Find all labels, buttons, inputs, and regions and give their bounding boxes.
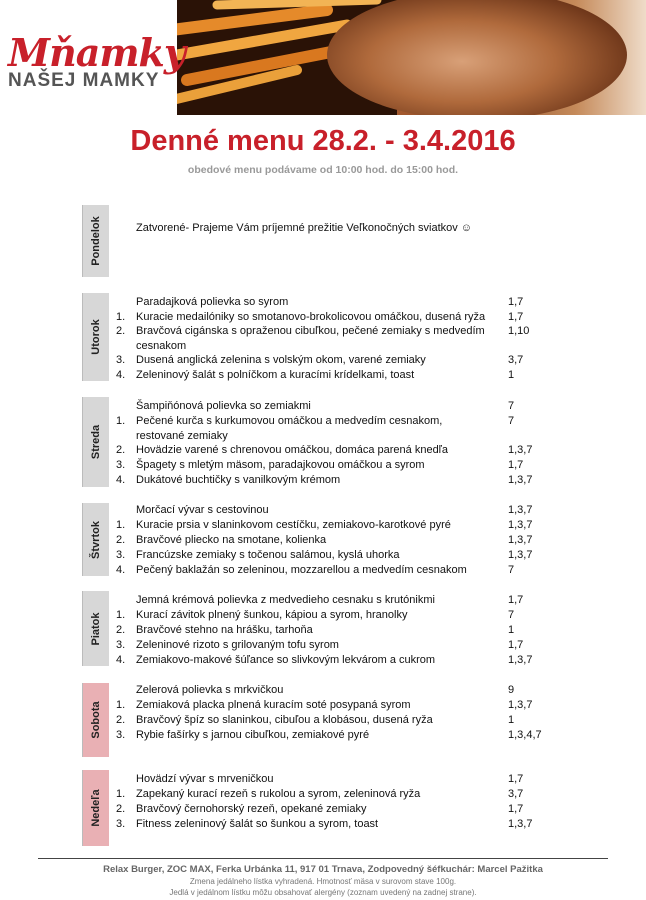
day-label: Streda <box>90 424 102 460</box>
item-number: 4. <box>116 654 126 666</box>
item-allergens: 7 <box>508 400 515 412</box>
item-number: 1. <box>116 699 126 711</box>
item-allergens: 1,7 <box>508 296 524 308</box>
item-allergens: 7 <box>508 415 515 427</box>
item-text: Kurací závitok plnený šunkou, kápiou a syrom, hranolky <box>136 609 408 621</box>
item-allergens: 1,3,7 <box>508 549 533 561</box>
item-text: Špagety s mletým mäsom, paradajkovou omáčkou a syrom <box>136 459 425 471</box>
item-text: Morčací vývar s cestovinou <box>136 504 269 516</box>
footer-address: Relax Burger, ZOC MAX, Ferka Urbánka 11, 917 01 Trnava, Zodpovedný šéfkuchár: Marcel Pažitka <box>103 864 543 875</box>
day-label: Pondelok <box>90 216 102 266</box>
item-number: 1. <box>116 519 126 531</box>
item-allergens: 1,3,7 <box>508 818 533 830</box>
day-tab <box>82 591 109 666</box>
footer-note: Zmena jedálneho lístka vyhradená. Hmotnosť mäsa v surovom stave 100g. <box>189 877 457 886</box>
item-allergens: 1,7 <box>508 594 524 606</box>
item-allergens: 1 <box>508 624 515 636</box>
page-title: Denné menu 28.2. - 3.4.2016 <box>130 125 516 157</box>
item-text: Dukátové buchtičky s vanilkovým krémom <box>136 474 341 486</box>
item-allergens: 9 <box>508 684 515 696</box>
day-tab <box>82 683 109 757</box>
item-text: Zatvorené- Prajeme Vám príjemné prežitie Veľkonočných sviatkov ☺ <box>136 222 473 234</box>
item-allergens: 1,3,7 <box>508 444 533 456</box>
item-text: Hovädzí vývar s mrveničkou <box>136 773 274 785</box>
item-allergens: 1,3,7 <box>508 474 533 486</box>
item-number: 3. <box>116 354 126 366</box>
item-text: Dusená anglická zelenina s volským okom, varené zemiaky <box>136 354 426 366</box>
item-text: Bravčové pliecko na smotane, kolienka <box>136 534 327 546</box>
item-number: 2. <box>116 325 126 337</box>
item-allergens: 1,7 <box>508 310 524 323</box>
item-number: 1. <box>116 415 126 427</box>
item-allergens: 3,7 <box>508 788 524 800</box>
footer-allergen-note: Jedlá v jedálnom lístku môžu obsahovať alergény (zoznam uvedený na zadnej strane). <box>169 888 477 897</box>
item-allergens: 1,3,7 <box>508 519 533 531</box>
item-number: 3. <box>116 729 126 741</box>
item-text: Rybie fašírky s jarnou cibuľkou, zemiakové pyré <box>136 729 370 741</box>
item-allergens: 1,7 <box>508 459 524 471</box>
day-label: Utorok <box>90 319 102 355</box>
item-number: 3. <box>116 459 126 471</box>
item-allergens: 1,10 <box>508 325 530 337</box>
item-allergens: 7 <box>508 609 515 621</box>
item-number: 4. <box>116 369 126 381</box>
day-label: Piatok <box>90 611 102 646</box>
logo-text: Mňamky <box>8 30 185 75</box>
item-number: 3. <box>116 639 126 651</box>
item-allergens: 1,7 <box>508 773 524 785</box>
day-tab <box>82 503 109 576</box>
item-allergens: 1,7 <box>508 639 524 651</box>
item-text: Pečený baklažán so zeleninou, mozzarellou a medvedím cesnakom <box>136 564 467 576</box>
item-number: 3. <box>116 549 126 561</box>
item-allergens: 1 <box>508 714 515 726</box>
item-text: Šampiňónová polievka so zemiakmi <box>136 400 311 412</box>
item-number: 2. <box>116 444 126 456</box>
item-text: Pečené kurča s kurkumovou omáčkou a medvedím cesnakom, restované zemiaky <box>136 415 443 442</box>
item-text: Kuracie prsia v slaninkovom cestíčku, zemiakovo-karotkové pyré <box>136 519 451 531</box>
item-text: Zeleninový šalát s polníčkom a kuracími krídelkami, toast <box>136 369 415 381</box>
item-allergens: 1,3,4,7 <box>508 729 542 741</box>
item-text: Bravčové stehno na hrášku, tarhoňa <box>136 624 313 636</box>
item-number: 2. <box>116 624 126 636</box>
item-text: Bravčová cigánska s opraženou cibuľkou, pečené zemiaky s medvedím cesnakom <box>136 325 485 352</box>
meat-image <box>327 0 627 115</box>
item-text: Kuracie medailóniky so smotanovo-brokolicovou omáčkou, dusená ryža <box>136 310 486 323</box>
item-text: Paradajková polievka so syrom <box>136 296 289 308</box>
item-text: Francúzske zemiaky s točenou salámou, kyslá uhorka <box>136 549 400 561</box>
item-text: Bravčový špíz so slaninkou, cibuľou a klobásou, dusená ryža <box>136 714 433 726</box>
item-number: 2. <box>116 534 126 546</box>
item-text: Jemná krémová polievka z medvedieho cesnaku s krutónikmi <box>136 594 435 606</box>
item-text: Zeleninové rizoto s grilovaným tofu syrom <box>136 639 339 651</box>
item-text: Zemiaková placka plnená kuracím soté posypaná syrom <box>136 699 411 711</box>
item-allergens: 1,3,7 <box>508 534 533 546</box>
item-allergens: 3,7 <box>508 354 524 366</box>
footer-divider <box>38 858 608 859</box>
page-subtitle: obedové menu podávame od 10:00 hod. do 15:00 hod. <box>187 164 459 176</box>
item-allergens: 1,3,7 <box>508 699 533 711</box>
logo-subtext: NAŠEJ MAMKY <box>8 70 160 91</box>
day-label: Štvrtok <box>90 520 102 559</box>
item-text: Fitness zeleninový šalát so šunkou a syrom, toast <box>136 818 379 830</box>
day-tab <box>82 770 109 846</box>
item-number: 2. <box>116 714 126 726</box>
item-allergens: 1,3,7 <box>508 504 533 516</box>
day-label: Sobota <box>90 701 102 739</box>
item-text: Zemiakovo-makové šúľance so slivkovým lekvárom a cukrom <box>136 654 436 666</box>
day-tab <box>82 293 109 381</box>
item-text: Bravčový černohorský rezeň, opekané zemiaky <box>136 803 367 815</box>
item-text: Hovädzie varené s chrenovou omáčkou, domáca parená knedľa <box>136 444 449 456</box>
item-allergens: 1 <box>508 369 515 381</box>
item-number: 1. <box>116 788 126 800</box>
item-text: Zelerová polievka s mrkvičkou <box>136 684 284 696</box>
item-number: 1. <box>116 609 126 621</box>
item-allergens: 7 <box>508 564 515 576</box>
item-allergens: 1,3,7 <box>508 654 533 666</box>
item-number: 4. <box>116 474 126 486</box>
hero-food-photo <box>177 0 646 115</box>
day-label: Nedeľa <box>90 789 102 827</box>
item-number: 2. <box>116 803 126 815</box>
day-tab <box>82 205 109 277</box>
item-number: 3. <box>116 818 126 830</box>
day-tab <box>82 397 109 487</box>
item-text: Zapekaný kurací rezeň s rukolou a syrom, zeleninová ryža <box>136 788 421 800</box>
item-number: 4. <box>116 564 126 576</box>
item-number: 1. <box>116 310 126 323</box>
item-allergens: 1,7 <box>508 803 524 815</box>
